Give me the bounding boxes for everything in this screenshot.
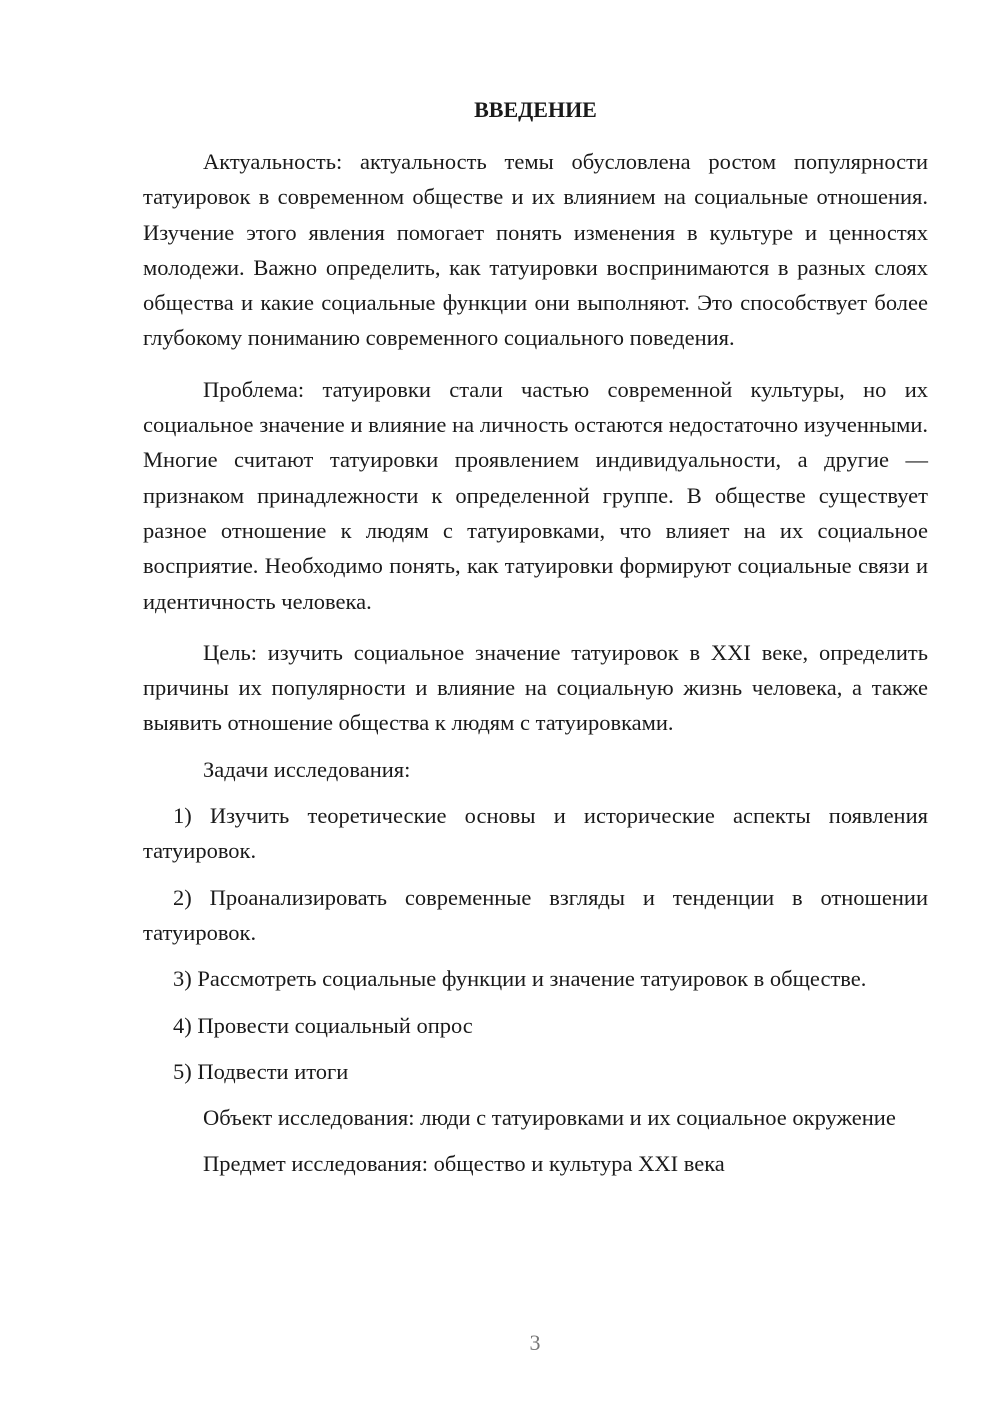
- document-page: [143, 92, 928, 1182]
- document-title: ВВЕДЕНИЕ: [474, 97, 597, 122]
- tasks-heading: Задачи исследования:: [203, 756, 411, 782]
- list-item-task-2: 2) Проанализировать современные взгляды и тенденции в отношении татуировок.: [143, 884, 928, 945]
- list-item-task-1: 1) Изучить теоретические основы и исторические аспекты появления татуировок.: [143, 803, 928, 864]
- list-item-task-3: 3) Рассмотреть социальные функции и значение татуировок в обществе.: [173, 966, 867, 992]
- paragraph-subject: Предмет исследования: общество и культура XXI века: [203, 1151, 725, 1177]
- list-item-task-4: 4) Провести социальный опрос: [173, 1012, 473, 1038]
- paragraph-problem: Проблема: татуировки стали частью современной культуры, но их социальное значение и влияние на личность остаются недостаточно изученными. Многие считают татуировки проявлением индивидуальности, а другие — признаком принадлежности к определенной группе. В обществе существует разное отношение к людям с татуировками, что влияет на их социальное восприятие. Необходимо понять, как татуировки формируют социальные связи и идентичность человека.: [143, 376, 928, 614]
- page-number: 3: [529, 1330, 541, 1355]
- list-item-task-5: 5) Подвести итоги: [173, 1058, 349, 1084]
- paragraph-goal: Цель: изучить социальное значение татуировок в XXI веке, определить причины их популярности и влияние на социальную жизнь человека, а также выявить отношение общества к людям с татуировками.: [143, 639, 928, 736]
- paragraph-object: Объект исследования: люди с татуировками и их социальное окружение: [203, 1105, 896, 1131]
- paragraph-relevance: Актуальность: актуальность темы обусловлена ростом популярности татуировок в современном обществе и их влиянием на социальные отношения. Изучение этого явления помогает понять изменения в культуре и ценностях молодежи. Важно определить, как татуировки воспринимаются в разных слоях общества и какие социальные функции они выполняют. Это способствует более глубокому пониманию современного социального поведения.: [143, 149, 928, 351]
